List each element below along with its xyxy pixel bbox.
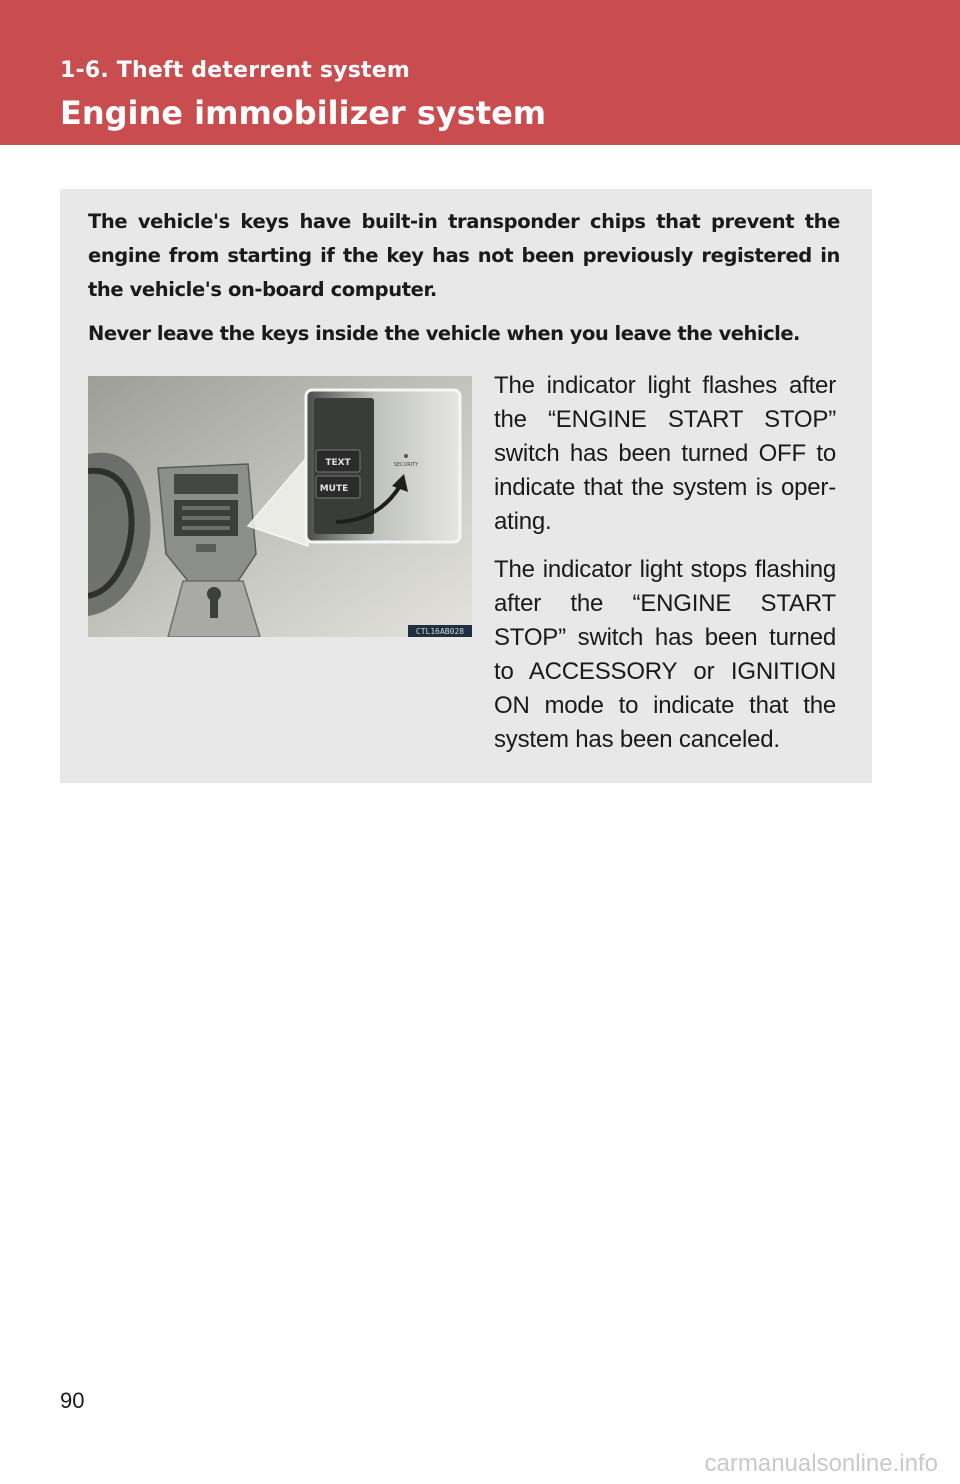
button-text-label: TEXT	[325, 458, 351, 468]
warning-text: Never leave the keys inside the vehicle when you leave the vehicle.	[88, 322, 800, 345]
figure-code: CTL16AB028	[415, 627, 465, 636]
security-indicator-label: SECURITY	[393, 462, 419, 468]
dashboard-illustration	[88, 376, 472, 637]
security-indicator-light	[404, 454, 408, 458]
page-title: Engine immobilizer system	[60, 94, 547, 132]
button-mute-label: MUTE	[319, 484, 349, 494]
indicator-description-2: The indicator light stops flashing after the “ENGINE START STOP” switch has been turned to ACCESSORY or IGNITION ON mode to indicate that the system has been canceled.	[494, 556, 836, 753]
page-number: 90	[60, 1388, 85, 1413]
indicator-description-1: The indicator light flashes after the “ENGINE START STOP” switch has been turned OFF to indicate that the system is oper-ating.	[494, 372, 836, 535]
dashboard-illustration-svg	[88, 376, 472, 637]
header-bar	[0, 0, 960, 145]
watermark: carmanualsonline.info	[704, 1450, 938, 1477]
intro-text: The vehicle's keys have built-in transponder chips that prevent the engine from starting if the key has not been previously registered in the vehicle's on-board computer.	[88, 210, 840, 301]
content-panel	[60, 189, 872, 783]
section-label: 1-6. Theft deterrent system	[60, 58, 410, 83]
